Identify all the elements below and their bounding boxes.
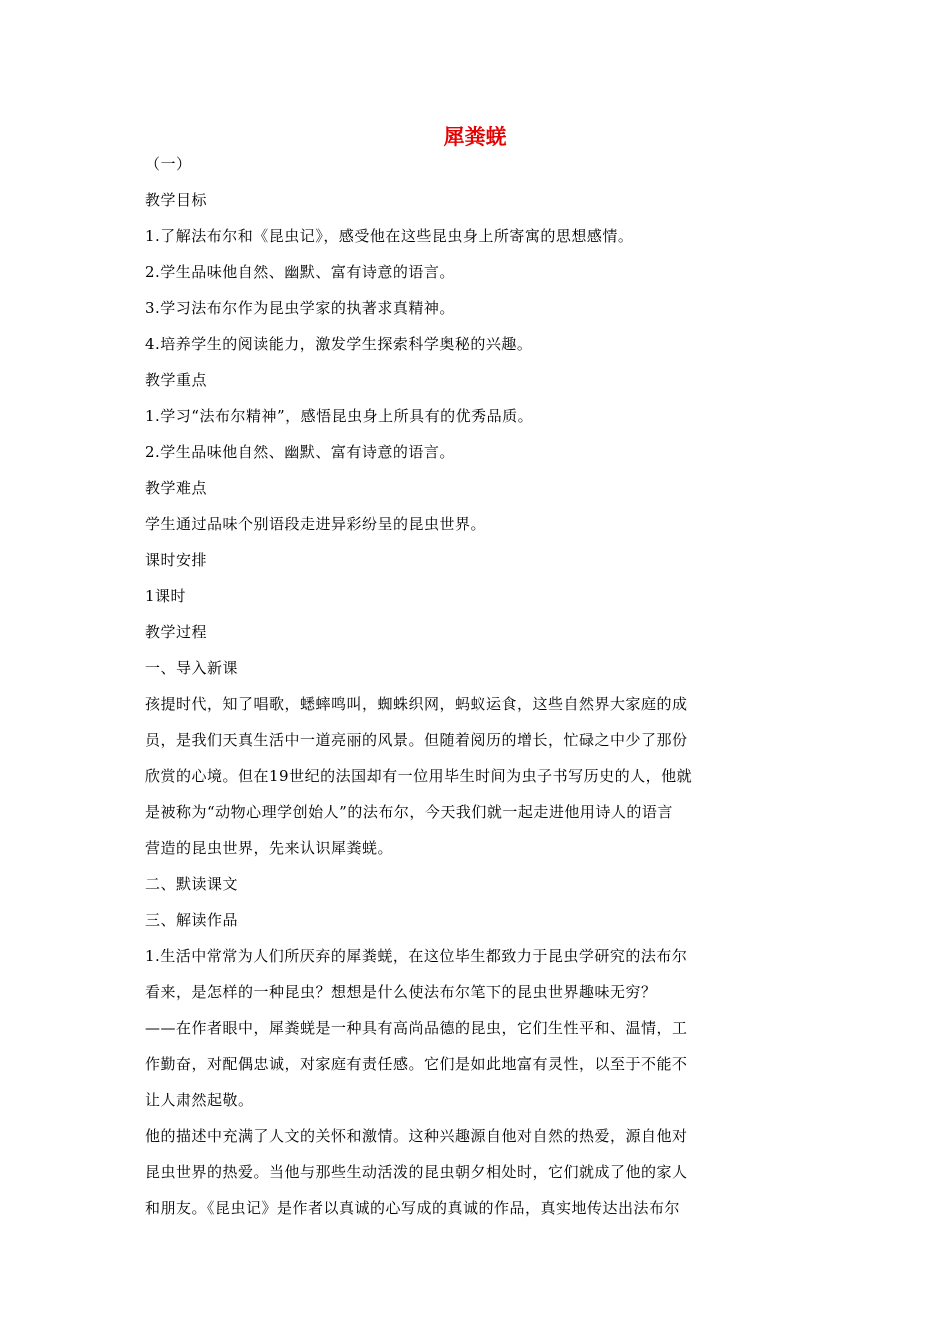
heading-process: 教学过程 [145,623,208,641]
key-point-item: 2.学生品味他自然、幽默、富有诗意的语言。 [145,443,455,461]
section-number: （一） [145,155,192,173]
paragraph-line: 看来，是怎样的一种昆虫？想想是什么使法布尔笔下的昆虫世界趣味无穷？ [145,983,657,1001]
goal-item: 1.了解法布尔和《昆虫记》，感受他在这些昆虫身上所寄寓的思想感情。 [145,227,634,245]
paragraph-line: 和朋友。《昆虫记》是作者以真诚的心写成的真诚的作品，真实地传达出法布尔 [145,1199,681,1217]
intro-paragraph [145,686,745,866]
heading-difficulties: 教学难点 [145,479,208,497]
paragraph-line: ——在作者眼中，犀粪蜣是一种具有高尚品德的昆虫，它们生性平和、温情，工 [145,1019,688,1037]
paragraph-line: 让人肃然起敬。 [145,1091,254,1109]
paragraph-line: 作勤奋，对配偶忠诚，对家庭有责任感。它们是如此地富有灵性，以至于不能不 [145,1055,688,1073]
goal-item: 4.培养学生的阅读能力，激发学生探索科学奥秘的兴趣。 [145,335,533,353]
section-intro: 一、导入新课 [145,659,239,677]
paragraph-line: 是被称为“动物心理学创始人”的法布尔，今天我们就一起走进他用诗人的语言 [145,803,673,821]
paragraph-line: 孩提时代，知了唱歌，蟋蟀鸣叫，蜘蛛织网，蚂蚁运食，这些自然界大家庭的成 [145,695,688,713]
document-title: 犀粪蜣 [443,125,507,149]
closing-paragraph [145,1118,745,1226]
paragraph-line: 1.生活中常常为人们所厌弃的犀粪蜣，在这位毕生都致力于昆虫学研究的法布尔 [145,947,688,965]
document-body [145,146,745,1226]
heading-teaching-goals: 教学目标 [145,191,208,209]
paragraph-line: 他的描述中充满了人文的关怀和激情。这种兴趣源自他对自然的热爱，源自他对 [145,1127,688,1145]
section-interpretation: 三、解读作品 [145,911,239,929]
difficulty-item: 学生通过品味个别语段走进异彩纷呈的昆虫世界。 [145,515,487,533]
key-point-item: 1.学习“法布尔精神”，感悟昆虫身上所具有的优秀品质。 [145,407,534,425]
answer-paragraph [145,1010,745,1118]
heading-schedule: 课时安排 [145,551,208,569]
section-silent-reading: 二、默读课文 [145,875,239,893]
question-paragraph [145,938,745,1010]
paragraph-line: 昆虫世界的热爱。当他与那些生动活泼的昆虫朝夕相处时，它们就成了他的家人 [145,1163,688,1181]
paragraph-line: 欣赏的心境。但在19世纪的法国却有一位用毕生时间为虫子书写历史的人，他就 [145,767,693,785]
goal-item: 2.学生品味他自然、幽默、富有诗意的语言。 [145,263,455,281]
paragraph-line: 员，是我们天真生活中一道亮丽的风景。但随着阅历的增长，忙碌之中少了那份 [145,731,688,749]
schedule-value: 1课时 [145,587,187,605]
paragraph-line: 营造的昆虫世界，先来认识犀粪蜣。 [145,839,394,857]
goal-item: 3.学习法布尔作为昆虫学家的执著求真精神。 [145,299,455,317]
heading-key-points: 教学重点 [145,371,208,389]
